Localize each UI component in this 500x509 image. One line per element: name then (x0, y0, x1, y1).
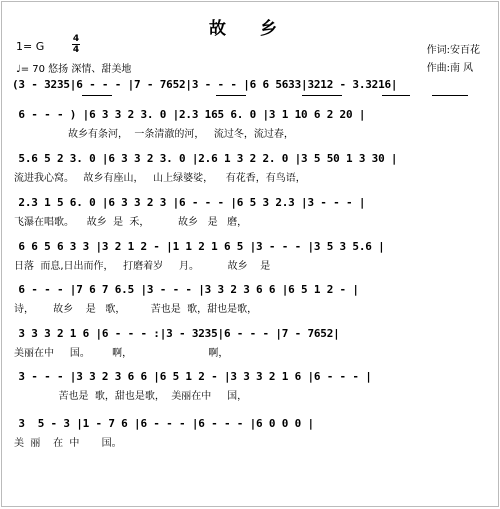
lyricist-credit: 作词:安百花 (426, 45, 480, 56)
notation-line: 3 3 3 2 1 6 |6 - - - :|3 - 3235|6 - - - |7 - 7652| (12, 327, 340, 340)
tempo-marking: ♩= 70 悠扬 深情、甜美地 (16, 64, 132, 75)
beam-line (216, 95, 246, 96)
beam-line (382, 95, 410, 96)
notation-line: 3 - - - |3 3 2 3 6 6 |6 5 1 2 - |3 3 3 2 1 6 |6 - - - | (12, 370, 372, 383)
composer-credit: 作曲:南 风 (426, 63, 474, 74)
lyrics-line: 飞瀑在唱歌。 故乡 是 禾， 故乡 是 磨， (14, 217, 248, 228)
lyrics-line: 流进我心窝。 故乡有座山， 山上绿婆娑， 有花香，有鸟语， (14, 173, 306, 184)
sheet-music-page (1, 1, 499, 507)
time-signature-top: 4 (72, 34, 80, 44)
lyrics-line: 故乡有条河， 一条清澈的河， 流过冬，流过春， (14, 129, 294, 140)
beam-line (82, 95, 112, 96)
notation-line: (3 - 3235|6 - - - |7 - 7652|3 - - - |6 6 5633|3212 - 3.3216| (12, 78, 398, 91)
beam-line (302, 95, 342, 96)
song-title: 故 乡 (209, 19, 291, 39)
notation-line: 3 5 - 3 |1 - 7 6 |6 - - - |6 - - - |6 0 0 0 | (12, 417, 314, 430)
credits (427, 42, 480, 78)
key-signature: 1= G (16, 40, 45, 53)
time-signature (72, 34, 80, 55)
notation-line: 2.3 1 5 6. 0 |6 3 3 2 3 |6 - - - |6 5 3 2.3 |3 - - - | (12, 196, 366, 209)
lyrics-line: 美 丽 在 中 国。 (14, 438, 122, 449)
notation-line: 6 - - - ) |6 3 3 2 3. 0 |2.3 165 6. 0 |3 1 10 6 2 20 | (12, 108, 366, 121)
beam-line (432, 95, 468, 96)
lyrics-line: 诗， 故乡 是 歌， 苦也是 歌，甜也是歌， (14, 304, 258, 315)
time-signature-bottom: 4 (72, 45, 80, 55)
lyrics-line: 美丽在中 国。 啊， 啊， (14, 348, 229, 359)
lyrics-line: 苦也是 歌，甜也是歌， 美丽在中 国， (14, 391, 248, 402)
lyrics-line: 日落 而息,日出而作， 打磨着岁 月。 故乡 是 (14, 261, 271, 272)
notation-line: 5.6 5 2 3. 0 |6 3 3 2 3. 0 |2.6 1 3 2 2. 0 |3 5 50 1 3 30 | (12, 152, 398, 165)
notation-line: 6 6 5 6 3 3 |3 2 1 2 - |1 1 2 1 6 5 |3 - - - |3 5 3 5.6 | (12, 240, 385, 253)
notation-line: 6 - - - |7 6 7 6.5 |3 - - - |3 3 2 3 6 6 |6 5 1 2 - | (12, 283, 359, 296)
